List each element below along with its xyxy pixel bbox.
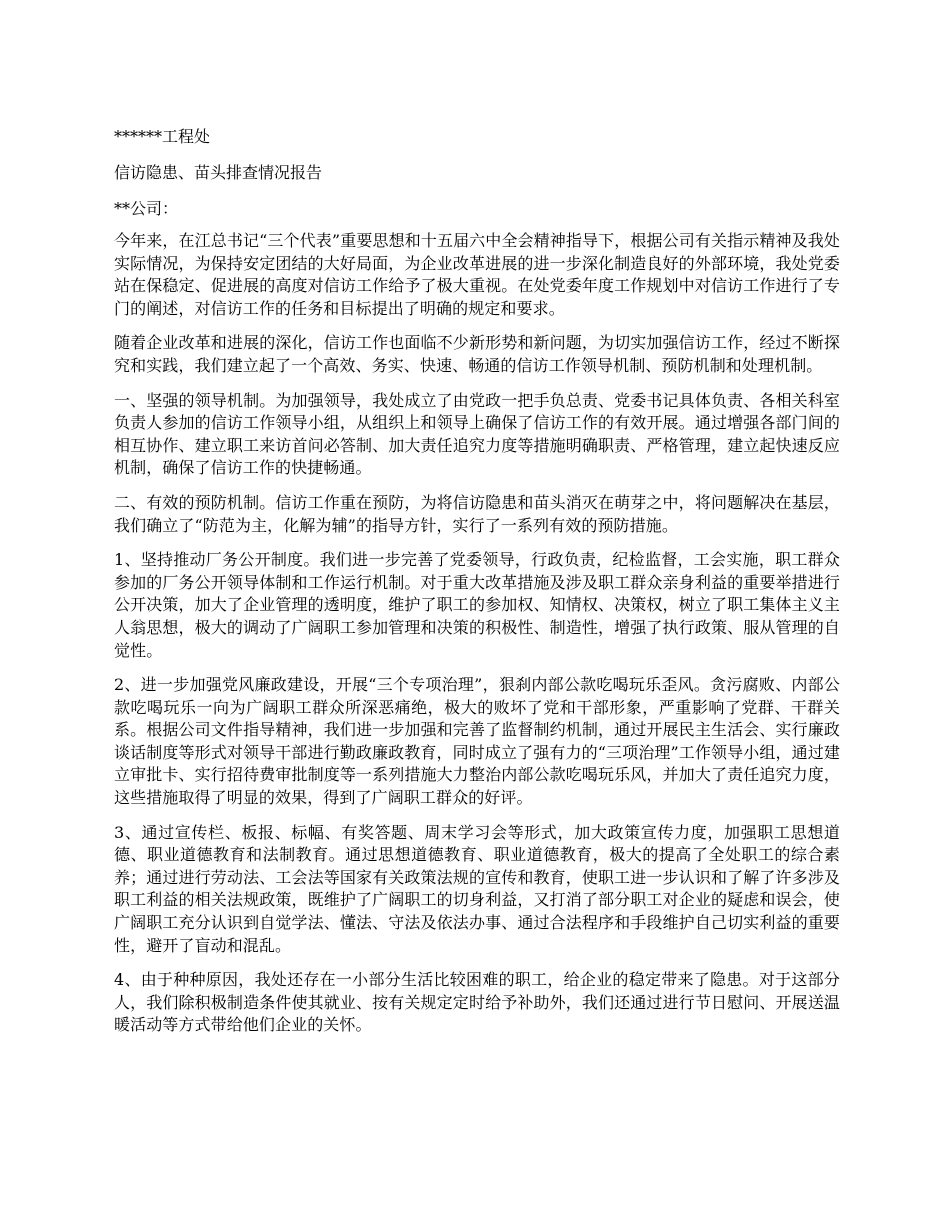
document-header: ******工程处: [114, 127, 211, 146]
paragraph-intro: 今年来，在江总书记“三个代表”重要思想和十五届六中全会精神指导下，根据公司有关指示精神及我处实际情况，为保持安定团结的大好局面，为企业改革进展的进一步深化制造良好的外部环境，我处党委站在保稳定、促进展的高度对信访工作给予了极大重视。在处党委年度工作规划中对信访工作进行了专门的阐述，对信访工作的任务和目标提出了明确的规定和要求。: [114, 231, 840, 318]
paragraph-item-4: 4、由于种种原因，我处还存在一小部分生活比较困难的职工，给企业的稳定带来了隐患。对于这部分人，我们除积极制造条件使其就业、按有关规定定时给予补助外，我们还通过进行节日慰问、开展送温暖活动等方式带给他们企业的关怀。: [114, 970, 840, 1035]
paragraph-item-3: 3、通过宣传栏、板报、标幅、有奖答题、周末学习会等形式，加大政策宣传力度，加强职工思想道德、职业道德教育和法制教育。通过思想道德教育、职业道德教育，极大的提高了全处职工的综合素养；通过进行劳动法、工会法等国家有关政策法规的宣传和教育，使职工进一步认识和了解了许多涉及职工利益的相关法规政策，既维护了广阔职工的切身利益，又打消了部分职工对企业的疑虑和误会，使广阔职工充分认识到自觉学法、懂法、守法及依法办事、通过合法程序和手段维护自己切实利益的重要性，避开了盲动和混乱。: [114, 822, 840, 955]
document-title: 信访隐患、苗头排查情况报告: [114, 163, 323, 182]
paragraph-leadership-mechanism: 一、坚强的领导机制。为加强领导，我处成立了由党政一把手负总责、党委书记具体负责、各相关科室负责人参加的信访工作领导小组，从组织上和领导上确保了信访工作的有效开展。通过增强各部门间的相互协作、建立职工来访首问必答制、加大责任追究力度等措施明确职责、严格管理，建立起快速反应机制，确保了信访工作的快捷畅通。: [114, 390, 840, 478]
paragraph-prevention-mechanism: 二、有效的预防机制。信访工作重在预防，为将信访隐患和苗头消灭在萌芽之中，将问题解决在基层，我们确立了“防范为主，化解为辅”的指导方针，实行了一系列有效的预防措施。: [114, 492, 840, 535]
paragraph-background: 随着企业改革和进展的深化，信访工作也面临不少新形势和新问题，为切实加强信访工作，经过不断探究和实践，我们建立起了一个高效、务实、快速、畅通的信访工作领导机制、预防机制和处理机制。: [114, 333, 840, 375]
document-page: [114, 122, 840, 1049]
document-salutation: **公司：: [114, 199, 179, 218]
paragraph-item-2: 2、进一步加强党风廉政建设，开展“三个专项治理”，狠刹内部公款吃喝玩乐歪风。贪污腐败、内部公款吃喝玩乐一向为广阔职工群众所深恶痛绝，极大的败坏了党和干部形象，严重影响了党群、干群关系。根据公司文件指导精神，我们进一步加强和完善了监督制约机制，通过开展民主生活会、实行廉政谈话制度等形式对领导干部进行勤政廉政教育，同时成立了强有力的“三项治理”工作领导小组，通过建立审批卡、实行招待费审批制度等一系列措施大力整治内部公款吃喝玩乐风，并加大了责任追究力度，这些措施取得了明显的效果，得到了广阔职工群众的好评。: [114, 675, 840, 808]
paragraph-item-1: 1、坚持推动厂务公开制度。我们进一步完善了党委领导，行政负责，纪检监督，工会实施，职工群众参加的厂务公开领导体制和工作运行机制。对于重大改革措施及涉及职工群众亲身利益的重要举措进行公开决策，加大了企业管理的透明度，维护了职工的参加权、知情权、决策权，树立了职工集体主义主人翁思想，极大的调动了广阔职工参加管理和决策的积极性、制造性，增强了执行政策、服从管理的自觉性。: [114, 550, 840, 660]
